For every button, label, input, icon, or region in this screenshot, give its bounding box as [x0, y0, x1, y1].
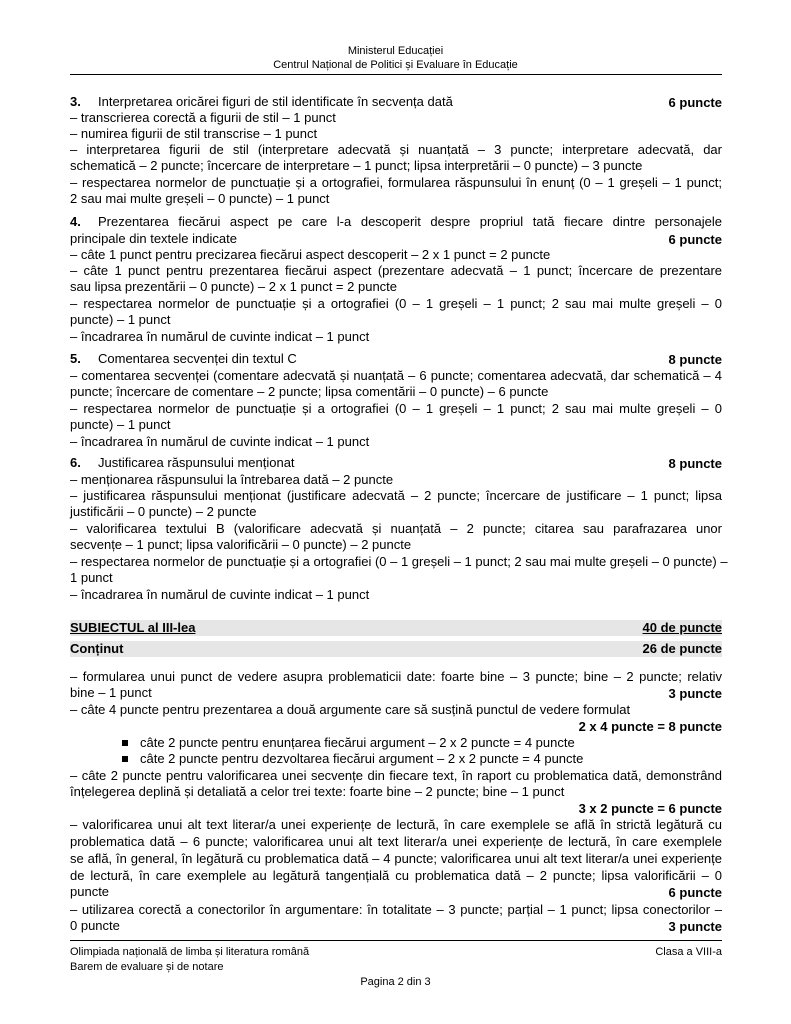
criterion-points: 2 x 4 puncte = 8 puncte	[578, 719, 722, 734]
item-6-title: 6. Justificarea răspunsului menționat	[70, 455, 295, 470]
item-5-line: puncte; încercare de comentare – 2 puncte; lipsa comentării – 0 puncte) – 6 puncte	[70, 384, 549, 399]
item-3-line: schematică – 2 puncte; încercare de interpretare – 1 punct; lipsa interpretării – 0 puncte) – 3 puncte	[70, 158, 643, 173]
item-3-line: – interpretarea figurii de stil (interpretare adecvată și nuanțată – 3 puncte; interpretare adecvată, dar	[70, 142, 722, 157]
criterion-line: – câte 2 puncte pentru valorificarea unei secvențe din fiecare text, în raport cu problematica dată, demonstrând	[70, 768, 722, 783]
item-5-line: – încadrarea în numărul de cuvinte indicat – 1 punct	[70, 434, 370, 449]
section-points: 26 de puncte	[642, 641, 722, 656]
item-6-points: 8 puncte	[668, 456, 722, 471]
item-4-line: sau lipsa prezentării – 0 puncte) – 2 x 1 punct = 2 puncte	[70, 279, 398, 294]
criterion-points: 3 puncte	[668, 686, 722, 701]
item-4-points: 6 puncte	[668, 232, 722, 247]
criterion-line: problematica dată – 6 puncte; valorificarea unui alt text literar/a unei experiențe de lectură, în care exemplele	[70, 834, 722, 849]
criterion-line: puncte	[70, 884, 110, 899]
item-3-line: – numirea figurii de stil transcrise – 1 punct	[70, 126, 318, 141]
header-ministry: Ministerul Educației	[347, 45, 444, 57]
criterion-line: de lectură, în care exemplele au legătură tangențială cu problematica dată – 2 puncte; lipsa valorificării – 0	[70, 868, 722, 883]
subiect-3-header	[70, 620, 722, 636]
criterion-line: se află, în general, în legătură cu problematica dată – 4 puncte; valorificarea unui alt text literar/a unei experiențe	[70, 851, 722, 866]
item-4-line: puncte) – 1 punct	[70, 312, 171, 327]
header-rule	[70, 74, 722, 75]
item-3-points: 6 puncte	[668, 95, 722, 110]
item-6-line: – valorificarea textului B (valorificare adecvată și nuanțată – 2 puncte; citarea sau parafrazarea unor	[70, 521, 722, 536]
item-6-line: – menționarea răspunsului la întrebarea dată – 2 puncte	[70, 472, 394, 487]
item-5-line: – respectarea normelor de punctuație și a ortografiei (0 – 1 greșeli – 1 punct; 2 sau mai multe greșeli – 0	[70, 401, 722, 416]
footer-olympiad: Olimpiada națională de limba și literatura română	[70, 946, 310, 958]
item-6-line: 1 punct	[70, 570, 113, 585]
footer-barem: Barem de evaluare și de notare	[70, 961, 224, 973]
item-3-line: – transcrierea corectă a figurii de stil – 1 punct	[70, 110, 336, 125]
section-title: Conținut	[70, 641, 124, 656]
item-6-line: – încadrarea în numărul de cuvinte indicat – 1 punct	[70, 587, 370, 602]
item-4-line: – câte 1 punct pentru prezentarea fiecărui aspect (prezentare adecvată – 1 punct; încercare de prezentare	[70, 263, 722, 278]
page-number: Pagina 2 din 3	[360, 976, 431, 988]
criterion-line: – valorificarea unui alt text literar/a unei experiențe de lectură, în care exemplele se află în strictă legătură cu	[70, 817, 722, 832]
item-6-line: – justificarea răspunsului menționat (justificare adecvată – 2 puncte; încercare de justificare – 1 punct; lipsa	[70, 488, 722, 503]
item-5-line: – comentarea secvenței (comentare adecvată și nuanțată – 6 puncte; comentarea adecvată, dar schematică – 4	[70, 368, 722, 383]
criterion-points: 3 puncte	[668, 919, 722, 934]
bullet-icon	[122, 740, 128, 746]
item-5-points: 8 puncte	[668, 352, 722, 367]
item-3-title: 3. Interpretarea oricărei figuri de stil identificate în secvența dată	[70, 94, 453, 109]
item-4-line: – respectarea normelor de punctuație și a ortografiei (0 – 1 greșeli – 1 punct; 2 sau mai multe greșeli – 0	[70, 296, 722, 311]
criterion-line: – utilizarea corectă a conectorilor în argumentare: în totalitate – 3 puncte; parțial – 1 punct; lipsa conectorilor –	[70, 902, 722, 917]
section-header	[70, 641, 722, 657]
header-center: Centrul Național de Politici și Evaluare în Educație	[273, 59, 518, 71]
item-4-line: – câte 1 punct pentru precizarea fiecărui aspect descoperit – 2 x 1 punct = 2 puncte	[70, 247, 551, 262]
criterion-points: 3 x 2 puncte = 6 puncte	[578, 801, 722, 816]
item-4-title: 4. Prezentarea fiecărui aspect pe care l-a descoperit despre propriul tată fiecare dintre personajele	[70, 214, 722, 229]
criterion-line: – câte 4 puncte pentru prezentarea a două argumente care să susțină punctul de vedere formulat	[70, 702, 631, 717]
sub-criterion: câte 2 puncte pentru dezvoltarea fiecărui argument – 2 x 2 puncte = 4 puncte	[122, 752, 722, 766]
criterion-line: 0 puncte	[70, 918, 120, 933]
criterion-line: – formularea unui punct de vedere asupra problematicii date: foarte bine – 3 puncte; bine – 2 puncte; relativ	[70, 669, 722, 684]
item-3-line: – respectarea normelor de punctuație și a ortografiei, formularea răspunsului în enunț (0 – 1 greșeli – 1 punct;	[70, 175, 722, 190]
item-4-line: – încadrarea în numărul de cuvinte indicat – 1 punct	[70, 329, 370, 344]
sub-criterion: câte 2 puncte pentru enunțarea fiecărui argument – 2 x 2 puncte = 4 puncte	[122, 736, 722, 750]
footer-rule	[70, 940, 722, 941]
item-3-line: 2 sau mai multe greșeli – 0 puncte) – 1 punct	[70, 191, 330, 206]
subiect-3-points: 40 de puncte	[642, 620, 722, 635]
criterion-points: 6 puncte	[668, 885, 722, 900]
criterion-line: înțelegerea deplină și detaliată a celor trei texte: foarte bine – 2 puncte; bine – 1 punct	[70, 784, 565, 799]
criterion-line: bine – 1 punct	[70, 685, 152, 700]
item-6-line: – respectarea normelor de punctuație și a ortografiei (0 – 1 greșeli – 1 punct; 2 sau mai multe greșeli – 0 puncte) –	[70, 554, 728, 569]
item-4-title-cont: principale din textele indicate	[70, 231, 237, 246]
item-6-line: secvențe – 1 punct; lipsa valorificării – 0 puncte) – 2 puncte	[70, 537, 412, 552]
item-5-title: 5. Comentarea secvenței din textul C	[70, 351, 297, 366]
footer-class: Clasa a VIII-a	[655, 946, 722, 958]
subiect-3-title: SUBIECTUL al III-lea	[70, 620, 196, 635]
item-6-line: justificării – 0 puncte) – 2 puncte	[70, 504, 257, 519]
bullet-icon	[122, 756, 128, 762]
item-5-line: puncte) – 1 punct	[70, 417, 171, 432]
